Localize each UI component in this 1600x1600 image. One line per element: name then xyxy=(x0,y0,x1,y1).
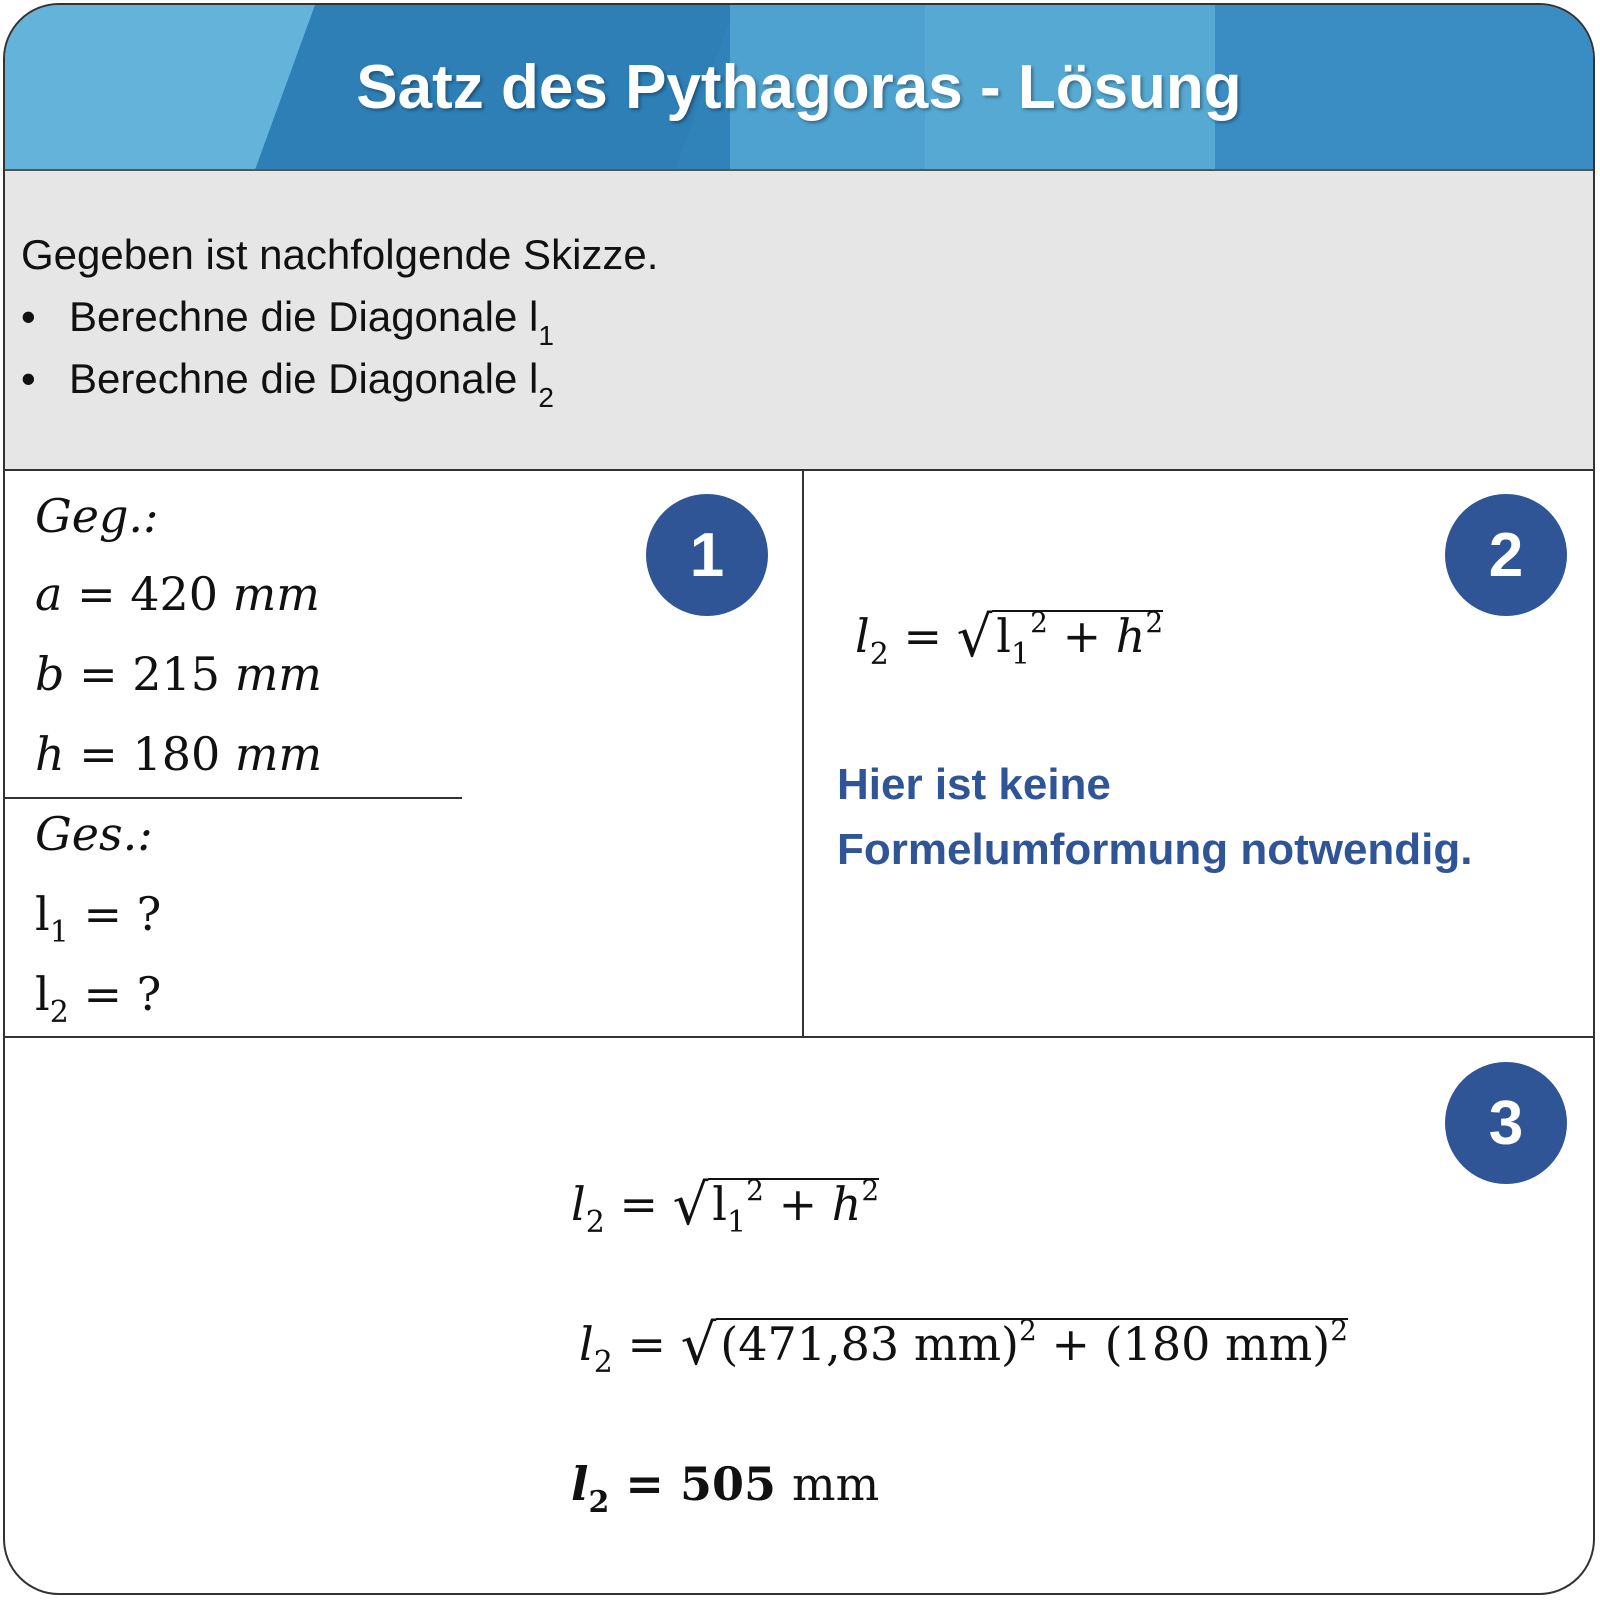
given-label: Geg.: xyxy=(35,489,159,543)
bullet-icon: • xyxy=(21,355,36,402)
sought-label: Ges.: xyxy=(35,807,153,861)
note-line-1: Hier ist keine xyxy=(837,760,1111,809)
sought-l2: $l_2$ = ? xyxy=(35,967,162,1030)
result: $l_2 = 505$ mm xyxy=(571,1457,880,1520)
bullet-item: • Berechne die Diagonale $l_2$ xyxy=(21,355,554,413)
note-line-2: Formelumformung notwendig. xyxy=(837,825,1473,874)
column-divider xyxy=(802,471,804,1037)
given-a: a = 420 mm xyxy=(35,567,320,621)
intro-text: Gegeben ist nachfolgende Skizze. xyxy=(21,231,659,278)
given-b: b = 215 mm xyxy=(35,647,322,701)
bullet-item: • Berechne die Diagonale $l_1$ xyxy=(21,293,554,351)
given-separator xyxy=(5,797,462,799)
step-badge-2: 2 xyxy=(1445,494,1567,616)
formula-step-2: $l_2 = √(471,83$ mm)$^2$ + (180 mm)$^2$ xyxy=(579,1313,1349,1380)
header-banner xyxy=(5,5,1593,169)
step-badge-1: 1 xyxy=(646,494,768,616)
given-h: h = 180 mm xyxy=(35,727,323,781)
formula-step-1: $l_2 = √l_1^2 + h^2$ xyxy=(571,1173,880,1240)
step-badge-3: 3 xyxy=(1445,1062,1567,1184)
row-divider xyxy=(5,1036,1593,1038)
task-description xyxy=(5,169,1593,471)
formula-l2: $l_2 = √l_1^2 + h^2$ xyxy=(855,605,1164,672)
sought-l1: $l_1$ = ? xyxy=(35,887,162,950)
bullet-icon: • xyxy=(21,293,36,340)
solution-card xyxy=(3,3,1595,1595)
page-title: Satz des Pythagoras - Lösung xyxy=(356,52,1242,122)
